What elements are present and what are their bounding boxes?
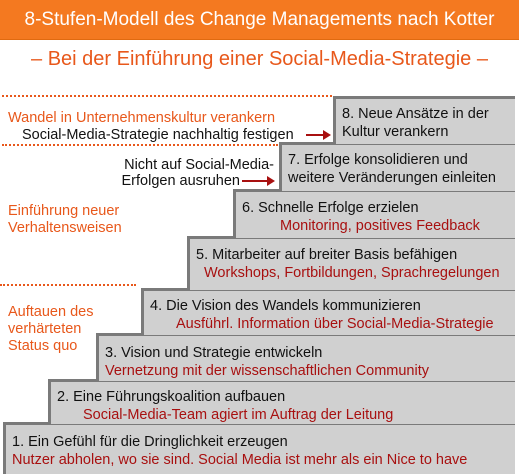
culture-phase-bottom-divider [2,144,278,146]
step-1-title: 1. Ein Gefühl für die Dringlichkeit erzeugen [12,434,288,450]
step-7 [279,142,515,191]
step-7-detail: weitere Veränderungen einleiten [288,170,496,186]
step-4-detail: Ausführl. Information über Social-Media-Strategie [176,316,494,332]
step-6-detail: Monitoring, positives Feedback [280,218,480,234]
thaw-phase-label-line1: Auftauen des [8,304,94,320]
step-3 [96,333,515,381]
step-2-title: 2. Eine Führungskoalition aufbauen [57,389,286,405]
intro-phase-label-line2: Verhaltensweisen [8,220,122,236]
step-6-title: 6. Schnelle Erfolge erzielen [242,200,419,216]
step-5 [187,236,515,290]
step-7-title: 7. Erfolge konsolidieren und [288,152,468,168]
step-2-detail: Social-Media-Team agiert im Auftrag der Leitung [83,407,394,423]
step-8-detail: Kultur verankern [342,124,449,140]
step-1-detail: Nutzer abholen, wo sie sind. Social Media ist mehr als ein Nice to have [12,452,468,468]
culture-phase-label: Wandel in Unternehmenskultur verankern [8,110,276,126]
step-5-title: 5. Mitarbeiter auf breiter Basis befähigen [196,247,458,263]
rest-label-line1: Nicht auf Social-Media- [124,157,274,173]
step-2 [48,379,515,424]
step-5-detail: Workshops, Fortbildungen, Sprachregelungen [204,265,500,281]
thaw-phase-label-line3: Status quo [8,338,78,354]
intro-phase-label-line1: Einführung neuer [8,203,120,219]
rest-arrow-icon [242,180,268,182]
step-4-title: 4. Die Vision des Wandels kommunizieren [150,298,421,314]
title-text: 8-Stufen-Modell des Change Managements nach Kotter [24,8,495,30]
step-8-title: 8. Neue Ansätze in der [342,106,489,122]
rest-label-line2: Erfolgen ausruhen [121,173,240,189]
step-8 [333,96,515,144]
step-6 [233,189,515,238]
step-3-title: 3. Vision und Strategie entwickeln [105,345,323,361]
culture-phase-top-divider [2,95,332,97]
culture-phase-detail: Social-Media-Strategie nachhaltig festigen [22,127,294,143]
culture-arrow-icon [306,134,324,136]
step-1 [3,422,515,474]
thaw-phase-label-line2: verhärteten [8,321,82,337]
step-3-detail: Vernetzung mit der wissenschaftlichen Community [105,363,429,379]
step-4 [141,288,515,335]
title-banner [0,0,519,40]
subtitle: – Bei der Einführung einer Social-Media-Strategie – [31,48,488,70]
